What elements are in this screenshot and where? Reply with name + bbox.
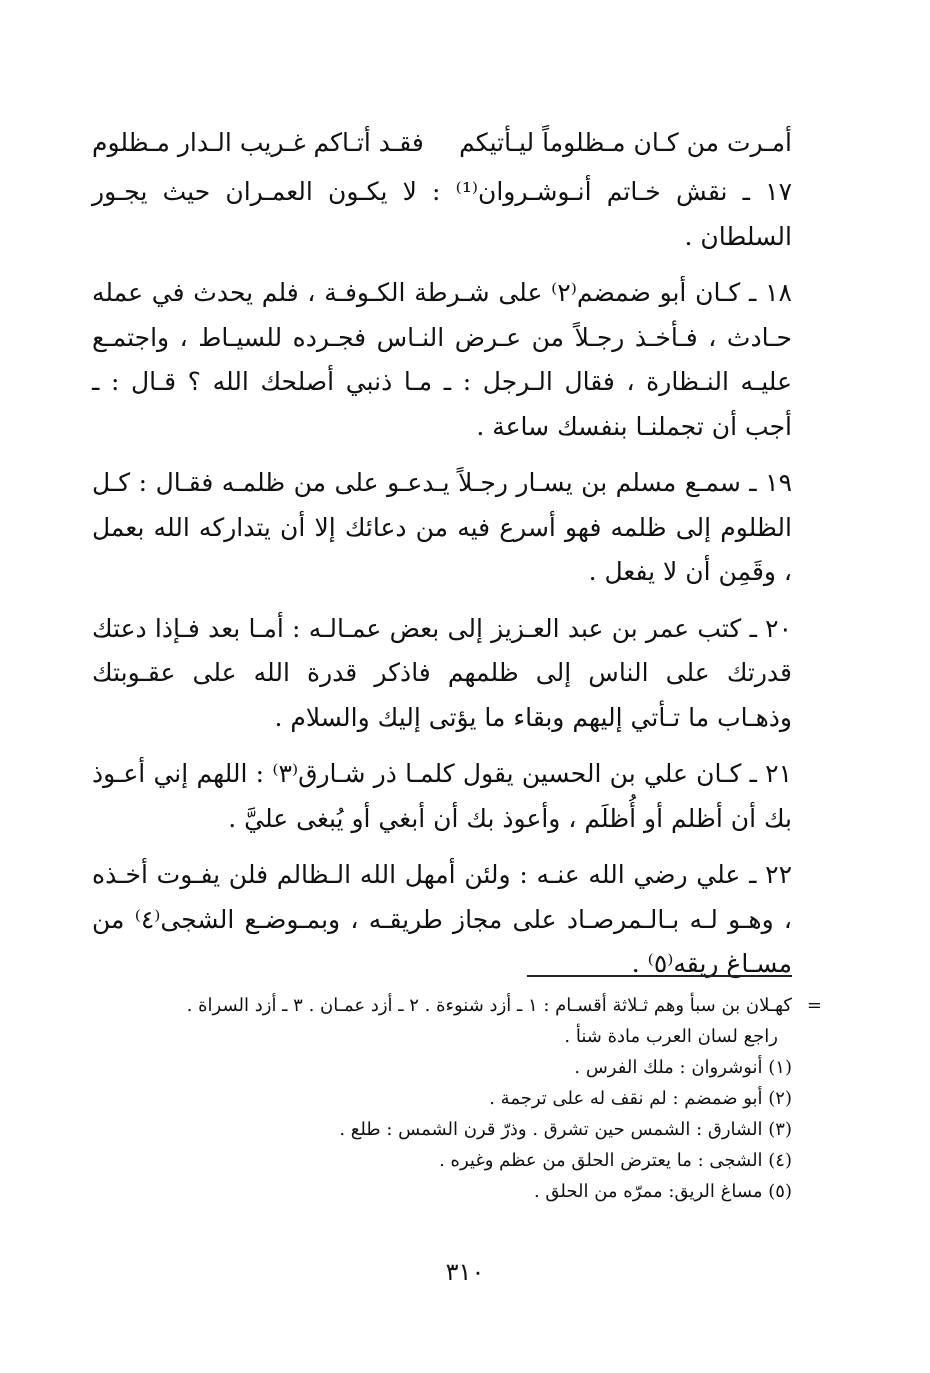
verse-hemistich-second: فقـد أتـاكم غـريب الـدار مـظلوم [92, 128, 424, 157]
page-number: ٣١٠ [445, 1258, 485, 1286]
footnote-continuation-line-1: كهـلان بن سبأ وهم ثـلاثة أقسـام : ١ ـ أزد شنوءة . ٢ ـ أزد عمـان . ٣ ـ أزد السراة . [186, 995, 792, 1016]
paragraph-21: ٢١ ـ كـان علي بن الحسين يقول كلمـا ذر شـارق⁽٣⁾ : اللهم إني أعـوذ بك أن أظلم أو أُظلَم ، وأعوذ بك أن أبغي أو يُبغى عليَّ . [92, 759, 793, 833]
footnote-separator [527, 975, 792, 977]
footnote-4: (٤) الشجى : ما يعترض الحلق من عظم وغيره . [439, 1150, 792, 1171]
paragraph-20: ٢٠ ـ كتب عمر بن عبد العـزيز إلى بعض عمـالـه : أمـا بعد فـإذا دعتك قدرتك على الناس إلى ظلمهم فاذكر قدرة الله على عقـوبتك وذهـاب ما تـأتي إليهم وبقاء ما يؤتى إليك والسلام . [92, 613, 792, 732]
paragraph-22: ٢٢ ـ علي رضي الله عنـه : ولئن أمهل الله الـظالم فلن يفـوت أخـذه ، وهـو لـه بـالـمرصـاد على مجاز طريقـه ، وبمـوضـع الشجى⁽٤⁾ من مسـاغ ريقه⁽٥⁾ . [92, 860, 792, 978]
verse-hemistich-first: أمـرت من كـان مـظلوماً ليـأتيكم [459, 128, 792, 157]
footnote-continuation-line-2: راجع لسان العرب مادة شنأ . [564, 1026, 778, 1047]
footnote-2: (٢) أبو ضمضم : لم نقف له على ترجمة . [489, 1088, 792, 1109]
paragraph-18: ١٨ ـ كـان أبو ضمضم⁽٢⁾ على شـرطة الكـوفـة ، فلم يحدث في عمله حـادث ، فـأخـذ رجـلاً من عـرض النـاس فجـرده للسيـاط ، واجتمـع عليـه النـظارة ، فقال الـرجل : ـ مـا ذنبي أصلحك الله ؟ قـال : ـ أجب أن تجملنـا بنفسك ساعة . [92, 278, 792, 441]
continuation-marker: = [806, 995, 822, 1016]
poem-verse [92, 118, 792, 168]
paragraph-17: ١٧ ـ نقش خـاتم أنـوشـروان⁽¹⁾ : لا يكـون العمـران حيث يجـور السلطان . [92, 177, 792, 251]
footnotes [92, 990, 822, 1207]
footnote-5: (٥) مساغ الريق: ممرّه من الحلق . [533, 1181, 792, 1202]
paragraph-19: ١٩ ـ سمـع مسلم بن يسـار رجـلاً يـدعـو على من ظلمـه فقـال : كـل الظلوم إلى ظلمه فهو أسرع فيه من دعائك إلا أن يتداركه الله بعمل ، وقَمِن أن لا يفعل . [92, 468, 792, 586]
footnote-continuation [92, 990, 822, 1052]
main-text [92, 170, 792, 999]
footnote-3: (٣) الشارق : الشمس حين تشرق . وذرّ قرن الشمس : طلع . [339, 1119, 792, 1140]
footnote-1: (١) أنوشروان : ملك الفرس . [574, 1057, 792, 1078]
